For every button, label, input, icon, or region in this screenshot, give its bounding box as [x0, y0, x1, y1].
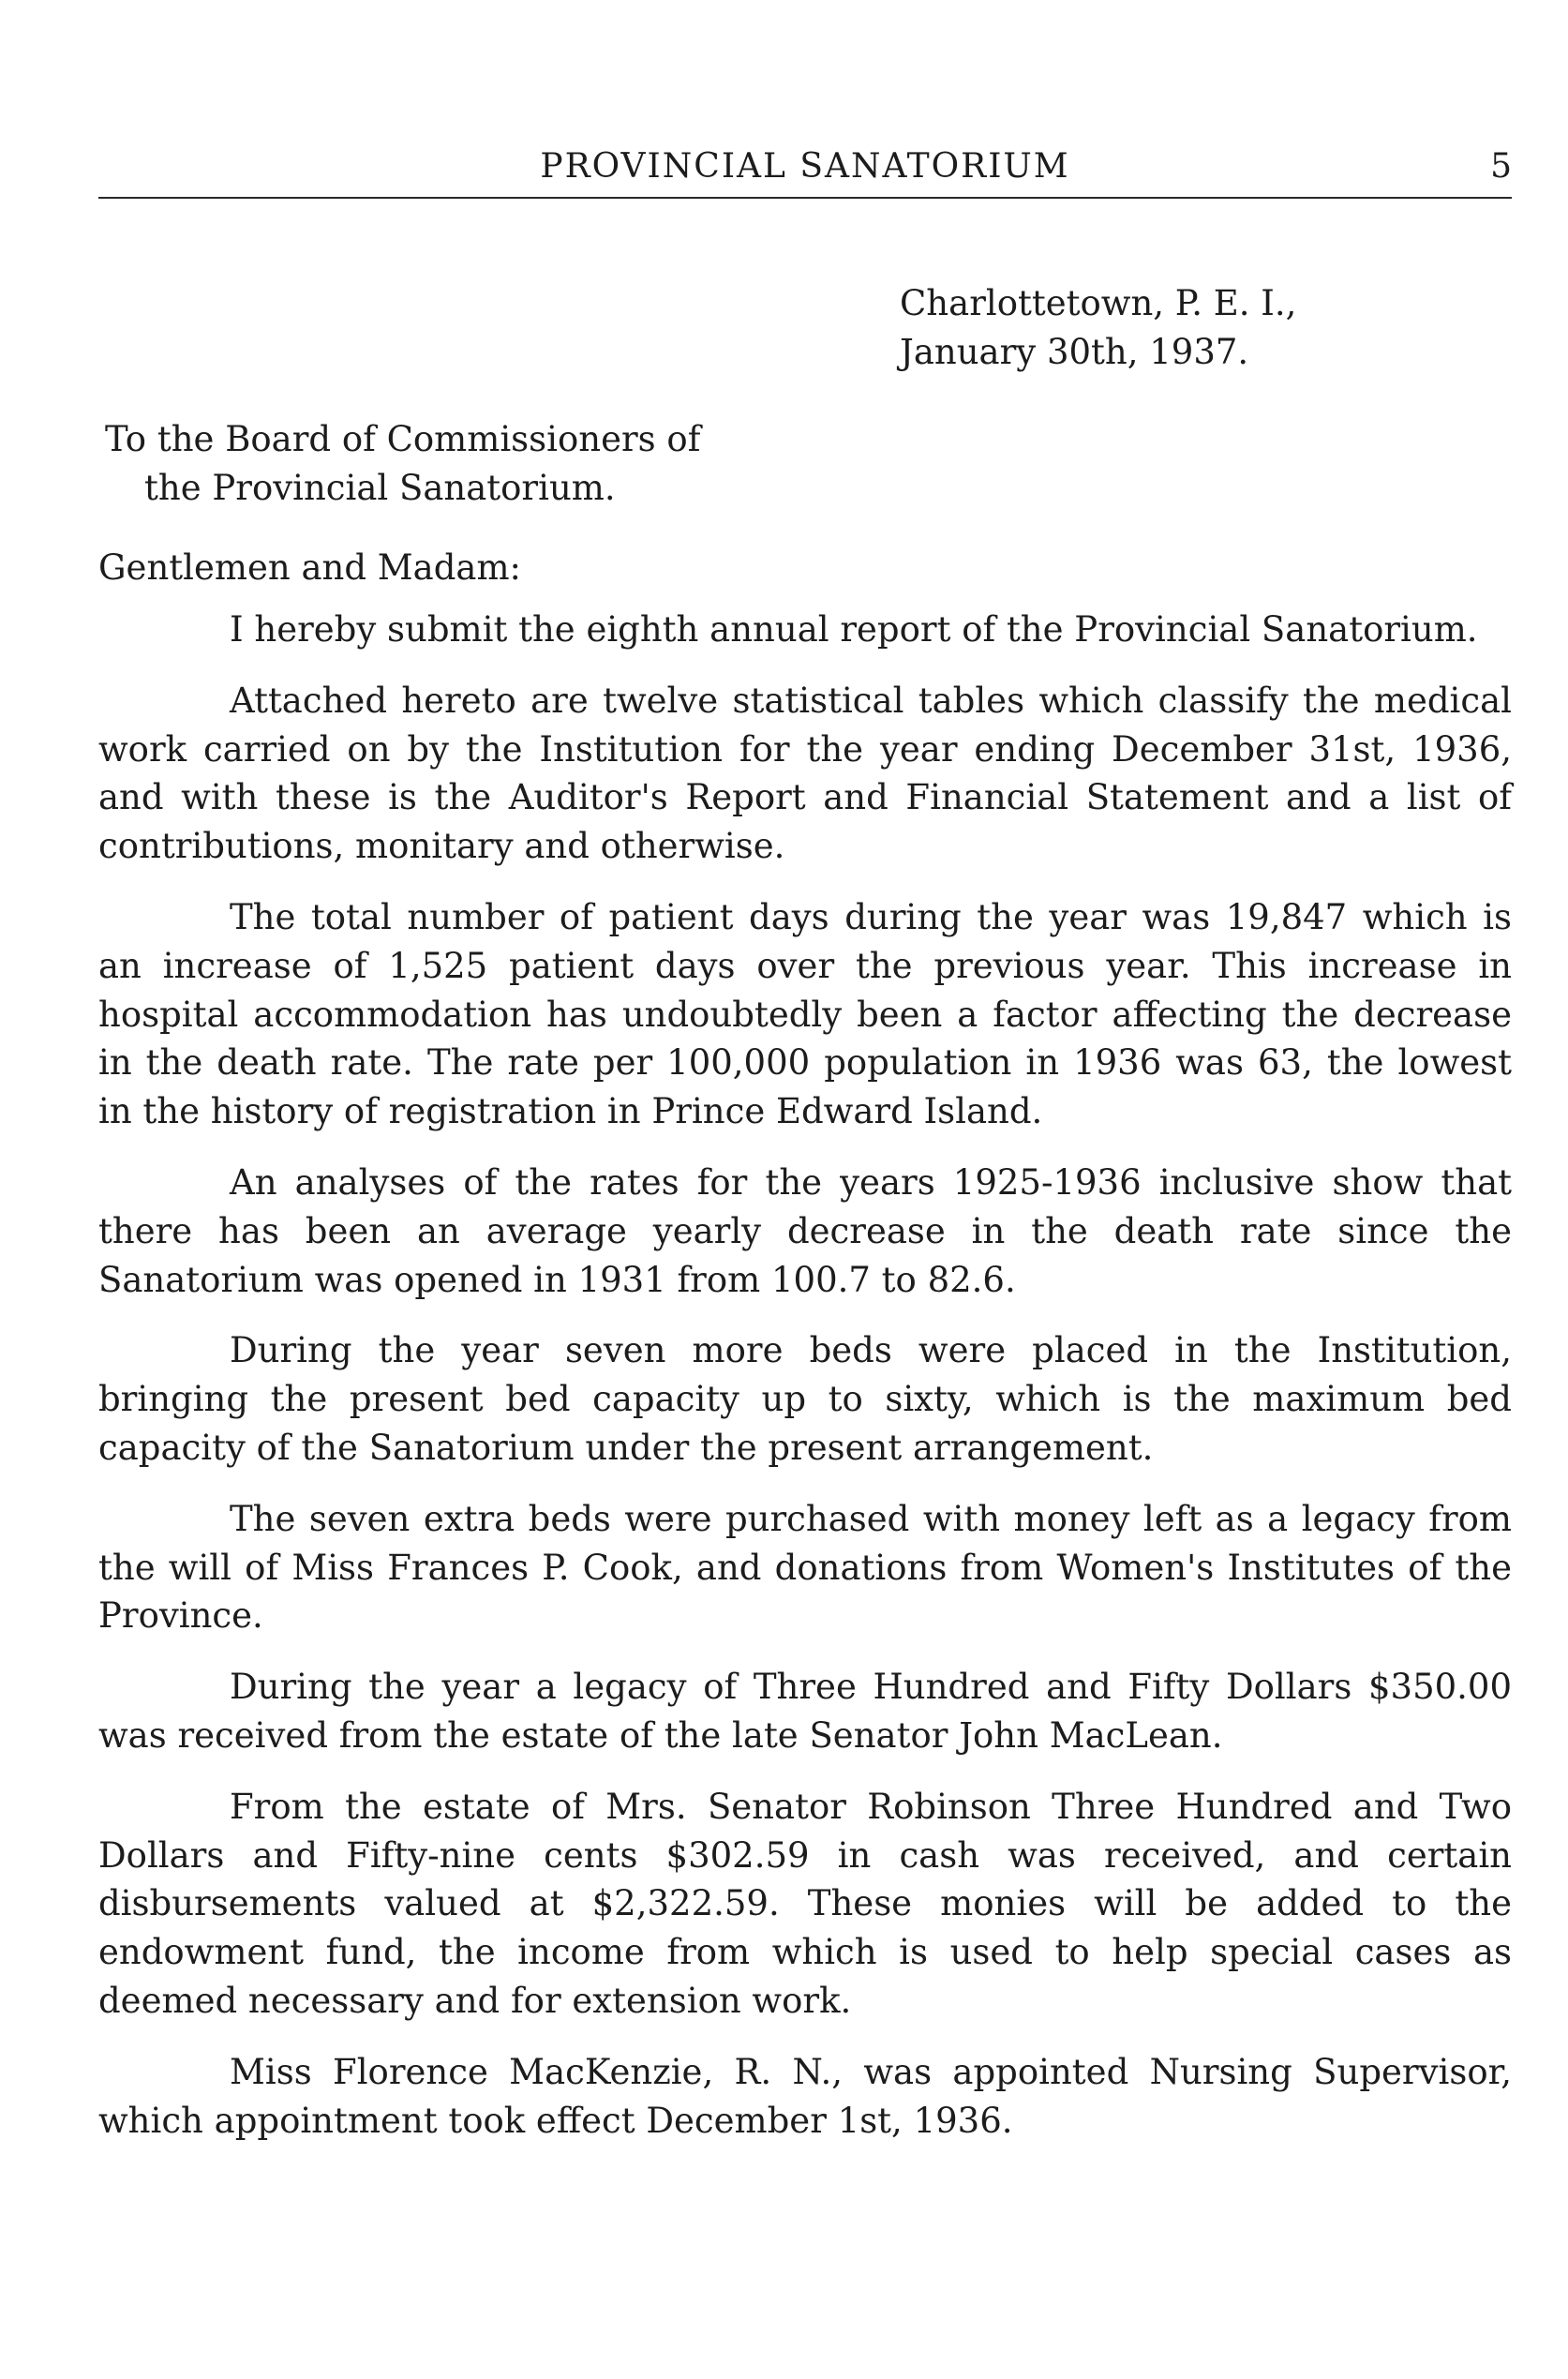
paragraph-maclean-legacy: During the year a legacy of Three Hundred and Fifty Dollars $350.00 was received from the estate of the late Senator John MacLean.: [98, 1667, 1512, 1756]
letter-body: [98, 606, 1512, 2167]
paragraph-death-rate-analysis: An analyses of the rates for the years 1925-1936 inclusive show that there has been an average yearly decrease in the death rate since the Sanatorium was opened in 1931 from 100.7 to 82.6.: [98, 1161, 1512, 1300]
dateline-place: Charlottetown, P. E. I.,: [900, 283, 1297, 323]
running-title: PROVINCIAL SANATORIUM: [540, 147, 1070, 186]
paragraph-extra-beds: The seven extra beds were purchased with money left as a legacy from the will of Miss Frances P. Cook, and donations from Women's Institutes of the Province.: [98, 1498, 1512, 1637]
paragraph-statistical-tables: Attached hereto are twelve statistical tables which classify the medical work carried on by the Institution for the year ending December 31st, 1936, and with these is the Auditor's Report and Financial Statement and a list of contributions, monitary and otherwise.: [98, 680, 1512, 867]
dateline-date: January 30th, 1937.: [900, 332, 1249, 372]
salutation: Gentlemen and Madam:: [98, 547, 522, 588]
paragraph-submission: I hereby submit the eighth annual report of the Provincial Sanatorium.: [230, 609, 1478, 650]
paragraph-robinson-estate: From the estate of Mrs. Senator Robinson Three Hundred and Two Dollars and Fifty-nine cents $302.59 in cash was received, and certain disbursements valued at $2,322.59. These monies will be added to the endowment fund, the income from which is used to help special cases as deemed necessary and for extension work.: [98, 1786, 1512, 2021]
dateline: [900, 279, 1296, 377]
inside-address: [105, 415, 700, 513]
paragraph-nursing-supervisor: Miss Florence MacKenzie, R. N., was appointed Nursing Supervisor, which appointment took effect December 1st, 1936.: [98, 2051, 1512, 2141]
running-header: [98, 141, 1512, 199]
address-line-2: the Provincial Sanatorium.: [144, 468, 616, 508]
page-number: 5: [1490, 147, 1512, 186]
paragraph-bed-capacity: During the year seven more beds were placed in the Institution, bringing the present bed capacity up to sixty, which is the maximum bed capacity of the Sanatorium under the present arrangement.: [98, 1330, 1512, 1468]
paragraph-patient-days: The total number of patient days during the year was 19,847 which is an increase of 1,525 patient days over the previous year. This increase in hospital accommodation has undoubtedly been a factor affecting the decrease in the death rate. The rate per 100,000 population in 1936 was 63, the lowest in the history of registration in Prince Edward Island.: [98, 896, 1512, 1132]
address-line-1: To the Board of Commissioners of: [105, 419, 701, 459]
